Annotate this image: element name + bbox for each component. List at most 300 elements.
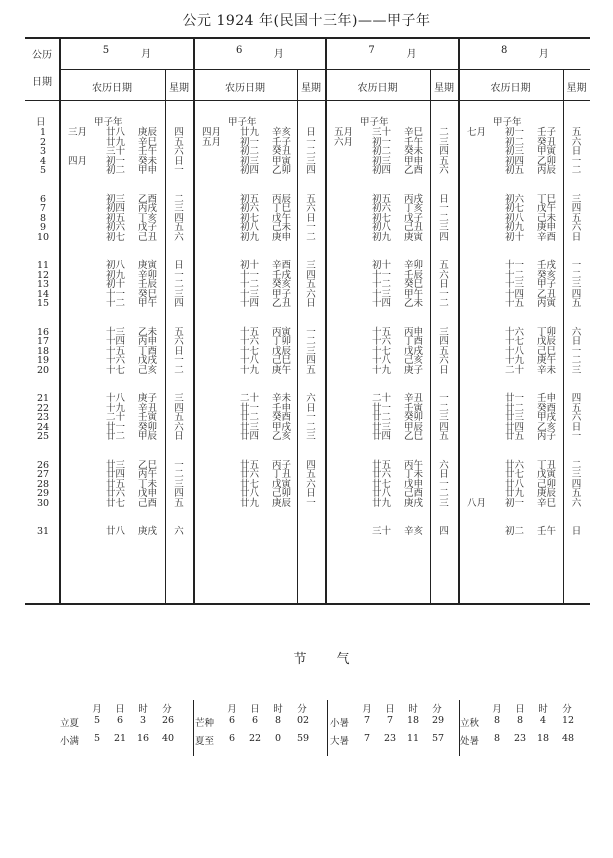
weekday: 一 [306, 222, 316, 233]
weekday: 二 [174, 364, 184, 376]
day-number: 14 [36, 288, 50, 300]
lunar-day: 廿九 [106, 136, 126, 148]
ganzhi: 庚寅 [138, 260, 158, 271]
lunar-day: 初八 [240, 222, 260, 233]
ganzhi: 辛亥 [404, 526, 424, 537]
weekday: 五 [174, 497, 184, 509]
ganzhi: 乙丑 [272, 298, 292, 309]
lunar-day: 廿六 [505, 459, 525, 471]
weekday: 一 [439, 288, 449, 300]
weekday: 二 [174, 279, 184, 290]
weekday: 四 [174, 402, 184, 414]
lunar-day: 初四 [240, 165, 260, 176]
weekday: 三 [571, 469, 582, 480]
weekday: 二 [306, 231, 316, 243]
ganzhi: 壬辰 [138, 279, 158, 290]
jieqi-divider [327, 700, 328, 756]
weekday: 三 [439, 222, 449, 233]
lunar-day: 廿九 [240, 497, 260, 509]
lunar-day: 三十 [106, 146, 126, 157]
weekday: 三 [439, 136, 449, 148]
year-label: 甲子年 [228, 117, 257, 128]
weekday: 一 [306, 136, 316, 148]
jieqi-col-header: 分 [432, 704, 442, 715]
ganzhi: 戊戌 [404, 345, 424, 357]
lunar-day: 廿七 [372, 478, 392, 490]
lunar-day: 廿八 [106, 526, 126, 537]
weekday: 一 [571, 345, 582, 357]
lunar-day: 廿六 [240, 469, 260, 480]
lunar-day: 廿二 [372, 412, 392, 423]
ganzhi: 戊申 [138, 488, 158, 499]
lunar-day: 十八 [505, 345, 525, 357]
weekday: 日 [174, 431, 184, 442]
jieqi-col-header: 月 [362, 704, 372, 715]
day-number: 13 [36, 279, 50, 290]
lunar-day: 十八 [106, 393, 126, 404]
ganzhi: 丙午 [404, 459, 424, 471]
jieqi-minute: 02 [296, 715, 310, 726]
lunar-day: 廿六 [106, 488, 126, 499]
month-number-header: 7 [368, 45, 375, 56]
ganzhi: 壬子 [537, 127, 557, 138]
jieqi-day: 23 [513, 733, 527, 744]
weekday: 日 [174, 155, 184, 167]
gongli-header: 公历 [32, 50, 52, 61]
lunar-day: 初七 [505, 203, 525, 214]
lunar-day: 初十 [106, 279, 126, 290]
weekday: 四 [571, 393, 582, 404]
ganzhi: 丙子 [272, 459, 292, 471]
weekday: 五 [174, 222, 184, 233]
ganzhi: 辛卯 [404, 260, 424, 271]
lunar-day: 初九 [372, 231, 392, 243]
weekday: 五 [571, 127, 582, 138]
day-number: 18 [36, 345, 50, 357]
lunar-month: 六月 [334, 136, 354, 148]
lunar-day: 廿三 [372, 421, 392, 433]
weekday: 二 [439, 212, 449, 224]
jieqi-name: 立夏 [60, 718, 80, 729]
lunar-day: 十四 [106, 336, 126, 347]
lunar-day: 廿一 [372, 402, 392, 414]
day-number: 19 [36, 355, 50, 366]
day-number: 20 [36, 364, 50, 376]
lunar-day: 廿八 [106, 127, 126, 138]
day-number: 27 [36, 469, 50, 480]
weekday: 四 [174, 298, 184, 309]
weekday: 二 [306, 146, 316, 157]
lunar-day: 十八 [240, 355, 260, 366]
day-number: 11 [36, 260, 50, 271]
ganzhi: 丁亥 [404, 203, 424, 214]
day-number: 7 [39, 203, 47, 214]
ganzhi: 己卯 [272, 488, 292, 499]
weekday: 六 [306, 288, 316, 300]
ganzhi: 己亥 [404, 355, 424, 366]
lunar-day: 十六 [505, 326, 525, 338]
lunar-day: 廿七 [240, 478, 260, 490]
lunar-month: 四月 [68, 155, 88, 167]
lunar-day: 初一 [505, 497, 525, 509]
day-number: 24 [36, 421, 50, 433]
month-number-header: 6 [236, 45, 243, 56]
ganzhi: 己酉 [138, 497, 158, 509]
day-number: 25 [36, 431, 50, 442]
weekday: 日 [571, 146, 582, 157]
ganzhi: 乙丑 [537, 288, 557, 300]
lunar-day: 廿七 [106, 497, 126, 509]
day-number: 23 [36, 412, 50, 423]
lunar-day: 廿八 [240, 488, 260, 499]
jieqi-name: 处暑 [460, 736, 480, 747]
ganzhi: 庚午 [537, 355, 557, 366]
lunar-day: 廿九 [372, 497, 392, 509]
ganzhi: 甲子 [537, 279, 557, 290]
weekday: 六 [174, 421, 184, 433]
weekday: 日 [571, 231, 582, 243]
jieqi-month: 5 [93, 733, 101, 744]
ganzhi: 丁酉 [138, 345, 158, 357]
jieqi-hour: 3 [139, 715, 147, 726]
lunar-day: 廿三 [240, 421, 260, 433]
jieqi-minute: 12 [561, 715, 575, 726]
lunar-day: 初十 [240, 260, 260, 271]
day-number: 10 [36, 231, 50, 243]
jieqi-col-header: 时 [138, 704, 148, 715]
lunar-day: 十二 [505, 269, 525, 281]
ganzhi: 庚辰 [272, 497, 292, 509]
day-number: 9 [39, 222, 47, 233]
jieqi-col-header: 分 [297, 704, 307, 715]
weekday: 五 [174, 412, 184, 423]
ganzhi: 丁亥 [138, 212, 158, 224]
ganzhi: 壬午 [537, 526, 557, 537]
weekday: 日 [571, 526, 582, 537]
jieqi-col-header: 日 [115, 704, 125, 715]
weekday: 日 [571, 421, 582, 433]
ganzhi: 庚辰 [138, 127, 158, 138]
lunar-day: 初七 [240, 212, 260, 224]
month-unit-header: 月 [406, 49, 417, 60]
weekday: 六 [571, 222, 582, 233]
ganzhi: 癸酉 [272, 412, 292, 423]
page-title: 公元 1924 年(民国十三年)——甲子年 [182, 13, 431, 29]
weekday: 一 [174, 165, 184, 176]
ganzhi: 庚申 [537, 222, 557, 233]
ganzhi: 乙亥 [272, 431, 292, 442]
ganzhi: 丁未 [138, 478, 158, 490]
ganzhi: 丙申 [138, 336, 158, 347]
lunar-day: 初八 [372, 222, 392, 233]
ganzhi: 癸酉 [537, 402, 557, 414]
ganzhi: 己丑 [138, 231, 158, 243]
day-number: 30 [36, 497, 50, 509]
header-mid-rule [59, 69, 193, 70]
weekday: 三 [306, 260, 316, 271]
weekday: 五 [571, 212, 582, 224]
ganzhi: 壬申 [537, 393, 557, 404]
weekday: 二 [439, 488, 449, 499]
lunar-day: 廿一 [505, 393, 525, 404]
weekday: 五 [174, 326, 184, 338]
jieqi-col-header: 时 [408, 704, 418, 715]
ganzhi: 辛丑 [138, 402, 158, 414]
nongli-header: 农历日期 [357, 83, 398, 94]
lunar-day: 初四 [106, 203, 126, 214]
lunar-day: 十七 [106, 364, 126, 376]
ganzhi: 癸亥 [272, 279, 292, 290]
lunar-day: 廿二 [106, 431, 126, 442]
day-number: 22 [36, 402, 50, 414]
day-number: 1 [39, 127, 47, 138]
ganzhi: 癸丑 [537, 136, 557, 148]
weekday: 二 [571, 459, 582, 471]
ganzhi: 丙辰 [537, 165, 557, 176]
day-number: 12 [36, 269, 50, 281]
jieqi-hour: 18 [536, 733, 550, 744]
lunar-day: 初九 [240, 231, 260, 243]
lunar-day: 十四 [505, 288, 525, 300]
weekday: 四 [306, 165, 316, 176]
ganzhi: 乙酉 [138, 193, 158, 205]
ganzhi: 丙午 [138, 469, 158, 480]
weekday: 四 [439, 146, 449, 157]
weekday: 三 [439, 412, 449, 423]
xingqi-header: 星期 [566, 83, 587, 94]
weekday: 日 [306, 298, 316, 309]
jieqi-hour: 18 [406, 715, 420, 726]
weekday: 一 [439, 393, 449, 404]
weekday: 五 [306, 469, 316, 480]
ganzhi: 壬午 [138, 146, 158, 157]
ganzhi: 庚辰 [537, 488, 557, 499]
weekday: 五 [571, 488, 582, 499]
weekday: 日 [439, 193, 449, 205]
jieqi-day: 22 [248, 733, 262, 744]
lunar-day: 十三 [106, 326, 126, 338]
month-divider [59, 37, 61, 603]
lunar-day: 十一 [505, 260, 525, 271]
jieqi-col-header: 日 [515, 704, 525, 715]
weekday: 二 [439, 298, 449, 309]
lunar-day: 三十 [372, 127, 392, 138]
lunar-day: 十六 [106, 355, 126, 366]
lunar-day: 廿五 [505, 431, 525, 442]
ganzhi: 甲子 [272, 288, 292, 300]
ganzhi: 丙子 [537, 431, 557, 442]
lunar-day: 初七 [106, 231, 126, 243]
weekday: 六 [174, 336, 184, 347]
lunar-day: 十三 [505, 279, 525, 290]
weekday: 三 [174, 478, 184, 490]
lunar-day: 初四 [372, 165, 392, 176]
ganzhi: 辛巳 [537, 497, 557, 509]
lunar-month: 四月 [202, 127, 222, 138]
lunar-day: 廿八 [505, 478, 525, 490]
lunar-day: 廿五 [240, 459, 260, 471]
lunar-day: 十一 [106, 288, 126, 300]
lunar-day: 初二 [505, 136, 525, 148]
table-top-rule [25, 37, 590, 39]
weekday: 六 [571, 497, 582, 509]
lunar-day: 初一 [106, 155, 126, 167]
month-number-header: 8 [501, 45, 508, 56]
xingqi-header: 星期 [301, 83, 321, 94]
weekday: 一 [174, 459, 184, 471]
day-number: 29 [36, 488, 50, 499]
lunar-day: 十五 [505, 298, 525, 309]
weekday: 六 [306, 393, 316, 404]
lunar-day: 初四 [505, 155, 525, 167]
weekday: 五 [306, 364, 316, 376]
header-mid-rule [193, 69, 325, 70]
ganzhi: 己巳 [272, 355, 292, 366]
weekday: 日 [174, 345, 184, 357]
lunar-day: 十三 [240, 288, 260, 300]
weekday: 六 [174, 231, 184, 243]
weekday: 二 [174, 469, 184, 480]
weekday: 五 [439, 345, 449, 357]
weekday: 一 [306, 412, 316, 423]
weekday: 六 [306, 203, 316, 214]
weekday: 四 [174, 127, 184, 138]
weekday: 三 [571, 364, 582, 376]
jieqi-name: 立秋 [460, 718, 480, 729]
table-bottom-rule [25, 603, 590, 605]
jieqi-col-header: 月 [92, 704, 102, 715]
ganzhi: 癸卯 [404, 412, 424, 423]
lunar-month: 五月 [202, 136, 222, 148]
weekday: 六 [174, 146, 184, 157]
weekday: 四 [439, 336, 449, 347]
ganzhi: 辛酉 [537, 231, 557, 243]
lunar-day: 十七 [505, 336, 525, 347]
weekday: 日 [571, 336, 582, 347]
weekday: 一 [174, 355, 184, 366]
ganzhi: 壬申 [272, 402, 292, 414]
ganzhi: 乙未 [404, 298, 424, 309]
weekday: 五 [439, 155, 449, 167]
jieqi-day: 7 [386, 715, 394, 726]
jieqi-minute: 40 [161, 733, 175, 744]
jieqi-minute: 48 [561, 733, 575, 744]
lunar-day: 廿六 [372, 469, 392, 480]
jieqi-name: 小满 [60, 736, 80, 747]
weekday: 二 [571, 165, 582, 176]
ganzhi: 丁未 [404, 469, 424, 480]
lunar-day: 十九 [106, 402, 126, 414]
lunar-day: 廿一 [240, 402, 260, 414]
ganzhi: 壬辰 [404, 269, 424, 281]
ganzhi: 甲申 [404, 155, 424, 167]
lunar-day: 初二 [372, 146, 392, 157]
ganzhi: 壬子 [272, 136, 292, 148]
lunar-day: 十五 [106, 345, 126, 357]
weekday: 日 [306, 212, 316, 224]
ganzhi: 己未 [272, 222, 292, 233]
weekday: 四 [174, 212, 184, 224]
ganzhi: 辛未 [272, 393, 292, 404]
lunar-day: 十三 [372, 288, 392, 300]
ganzhi: 丙戌 [404, 193, 424, 205]
lunar-day: 十二 [372, 279, 392, 290]
ganzhi: 辛丑 [404, 393, 424, 404]
day-number: 26 [36, 459, 50, 471]
weekday: 四 [306, 459, 316, 471]
ganzhi: 癸卯 [138, 421, 158, 433]
ganzhi: 己酉 [404, 488, 424, 499]
weekday: 一 [571, 431, 582, 442]
weekday: 三 [439, 326, 449, 338]
weekday: 日 [306, 127, 316, 138]
year-label: 甲子年 [493, 117, 522, 128]
ganzhi: 戊午 [537, 203, 557, 214]
lunar-day: 廿四 [240, 431, 260, 442]
lunar-day: 初三 [240, 155, 260, 167]
ganzhi: 乙巳 [138, 459, 158, 471]
ganzhi: 乙未 [138, 326, 158, 338]
weekday: 二 [174, 193, 184, 205]
weekday: 一 [571, 155, 582, 167]
nongli-header: 农历日期 [92, 83, 132, 94]
weekday: 二 [306, 421, 316, 433]
ganzhi: 戊寅 [272, 478, 292, 490]
lunar-day: 十九 [372, 364, 392, 376]
weekday: 三 [306, 155, 316, 167]
lunar-day: 初六 [106, 222, 126, 233]
month-unit-header: 月 [538, 49, 549, 60]
jieqi-col-header: 月 [492, 704, 502, 715]
day-number: 16 [36, 326, 50, 338]
jieqi-hour: 8 [274, 715, 282, 726]
weekday: 五 [439, 431, 449, 442]
ganzhi: 庚子 [404, 364, 424, 376]
ganzhi: 戊辰 [272, 345, 292, 357]
ganzhi: 辛亥 [272, 127, 292, 138]
lunar-day: 初七 [372, 212, 392, 224]
ganzhi: 庚申 [272, 231, 292, 243]
lunar-day: 二十 [505, 364, 525, 376]
month-number-header: 5 [102, 45, 110, 56]
day-number: 4 [39, 155, 47, 167]
lunar-day: 初十 [372, 260, 392, 271]
weekday: 五 [306, 193, 316, 205]
weekday: 四 [174, 488, 184, 499]
weekday: 六 [571, 326, 582, 338]
jieqi-col-header: 月 [227, 704, 237, 715]
ganzhi: 壬寅 [404, 402, 424, 414]
weekday: 日 [306, 488, 316, 499]
month-unit-header: 月 [273, 49, 284, 60]
weekday: 四 [439, 231, 449, 243]
jieqi-month: 6 [228, 733, 236, 744]
weekday: 三 [174, 288, 184, 300]
ganzhi: 辛卯 [138, 269, 158, 281]
jieqi-name: 芒种 [195, 718, 215, 729]
day-number: 2 [39, 136, 47, 148]
ganzhi: 丁丑 [272, 469, 292, 480]
ganzhi: 甲辰 [138, 431, 158, 442]
ganzhi: 丁卯 [537, 326, 557, 338]
weekday: 日 [439, 364, 449, 376]
jieqi-hour: 0 [274, 733, 282, 744]
lunar-day: 廿三 [106, 459, 126, 471]
lunar-day: 廿八 [372, 488, 392, 499]
jieqi-col-header: 分 [162, 704, 172, 715]
day-number: 6 [39, 193, 47, 205]
lunar-day: 十二 [240, 279, 260, 290]
